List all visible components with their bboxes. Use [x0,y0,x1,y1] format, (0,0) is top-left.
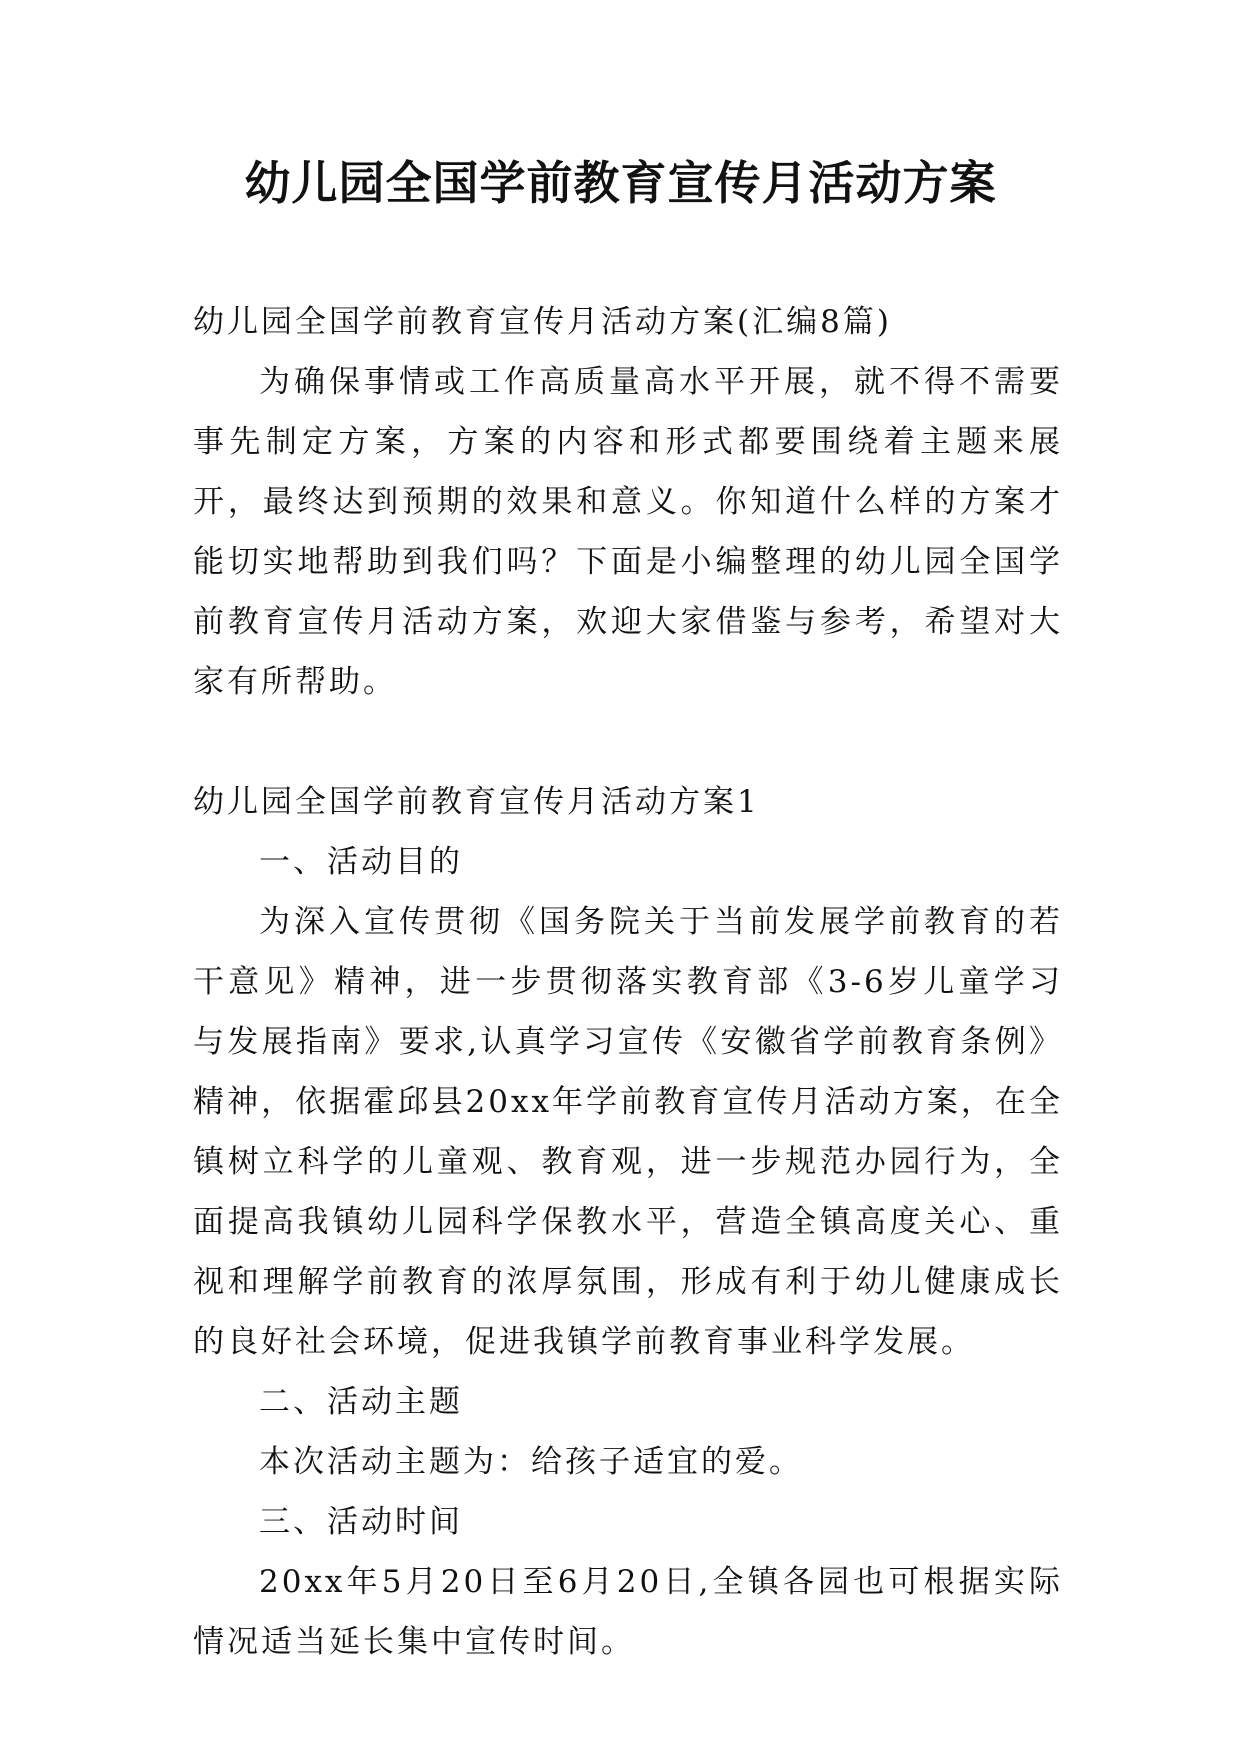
heading-time: 三、活动时间 [259,1504,463,1540]
intro-paragraph: 为确保事情或工作高质量高水平开展，就不得不需要事先制定方案，方案的内容和形式都要围绕着主题来展开，最终达到预期的效果和意义。你知道什么样的方案才能切实地帮助到我们吗？下面是小编整理的幼儿园全国学前教育宣传月活动方案，欢迎大家借鉴与参考，希望对大家有所帮助。 [193,364,1063,700]
section-spacer [193,712,1063,772]
document-body [193,292,1063,1672]
purpose-paragraph: 为深入宣传贯彻《国务院关于当前发展学前教育的若干意见》精神，进一步贯彻落实教育部《3-6岁儿童学习与发展指南》要求,认真学习宣传《安徽省学前教育条例》精神，依据霍邱县20xx年学前教育宣传月活动方案，在全镇树立科学的儿童观、教育观，进一步规范办园行为，全面提高我镇幼儿园科学保教水平，营造全镇高度关心、重视和理解学前教育的浓厚氛围，形成有利于幼儿健康成长的良好社会环境，促进我镇学前教育事业科学发展。 [193,904,1063,1360]
theme-paragraph: 本次活动主题为：给孩子适宜的爱。 [259,1444,803,1480]
document-title: 幼儿园全国学前教育宣传月活动方案 [244,156,997,210]
heading-theme: 二、活动主题 [259,1384,463,1420]
time-paragraph: 20xx年5月20日至6月20日,全镇各园也可根据实际情况适当延长集中宣传时间。 [193,1564,1063,1660]
heading-purpose: 一、活动目的 [259,844,463,880]
section-title: 幼儿园全国学前教育宣传月活动方案1 [193,784,760,820]
document-subtitle: 幼儿园全国学前教育宣传月活动方案(汇编8篇) [193,304,892,340]
